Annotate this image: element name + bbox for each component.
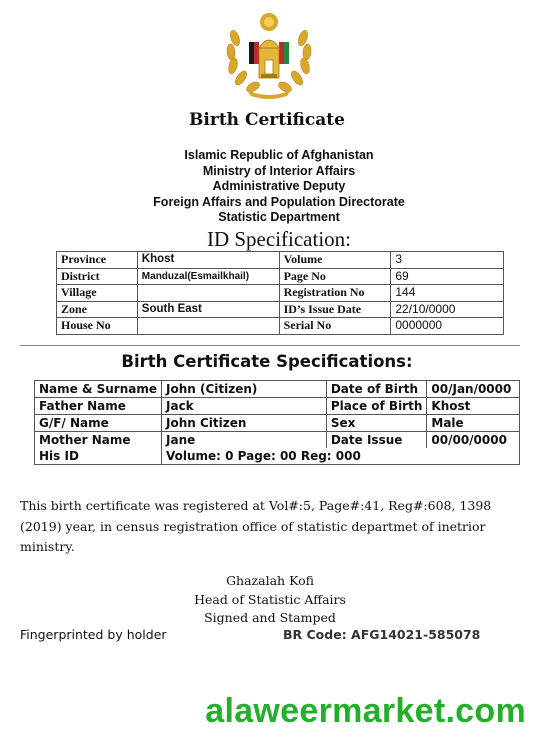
field-value: 22/10/0000 [391,301,504,318]
field-value [137,318,279,335]
field-label: Province [57,252,138,269]
field-value: Jane [162,432,327,449]
field-value: Jack [162,398,327,415]
field-value [137,285,279,302]
field-value: Volume: 0 Page: 00 Reg: 000 [162,448,520,465]
field-label: Registration No [279,285,391,302]
authority-line: Administrative Deputy [212,179,346,193]
field-value: 00/00/0000 [427,432,520,449]
field-value: 3 [391,252,504,269]
field-label: Sex [326,415,427,432]
field-value: Male [427,415,520,432]
field-value: South East [137,301,279,318]
table-row [35,415,520,432]
field-value: John Citizen [162,415,327,432]
field-value: 144 [391,285,504,302]
section-divider [20,345,520,346]
birth-spec-heading: Birth Certificate Specifications: [121,352,413,371]
document-title: Birth Certificate [189,110,345,130]
birth-spec-table [34,380,520,465]
table-row [35,398,520,415]
field-label: Village [57,285,138,302]
field-label: Serial No [279,318,391,335]
field-value: 00/Jan/0000 [427,381,520,398]
fingerprint-note: Fingerprinted by holder [20,627,167,642]
field-label: ID’s Issue Date [279,301,391,318]
field-label: Date of Birth [326,381,427,398]
table-row [57,268,504,285]
field-label: Volume [279,252,391,269]
signatory-status: Signed and Stamped [204,610,336,625]
authority-line: Foreign Affairs and Population Directorate [153,194,405,209]
table-row [57,252,504,269]
field-label: Mother Name [35,432,162,449]
field-label: His ID [35,448,162,465]
field-value: Khost [137,252,279,269]
watermark: alaweermarket.com [205,692,526,730]
table-row [35,448,520,465]
table-row [35,381,520,398]
field-label: Father Name [35,398,162,415]
id-specification-table [56,251,504,335]
field-label: Place of Birth [326,398,427,415]
field-label: Date Issue [326,432,427,449]
field-value: Manduzal(Esmailkhail) [137,268,279,285]
authority-line: Ministry of Interior Affairs [202,163,356,178]
id-specification-heading: ID Specification: [206,227,352,251]
field-value: 0000000 [391,318,504,335]
field-value: John (Citizen) [162,381,327,398]
field-label: House No [57,318,138,335]
field-label: G/F/ Name [35,415,162,432]
signatory-block [0,572,534,628]
field-value: Khost [427,398,520,415]
field-label: Name & Surname [35,381,162,398]
field-label: Page No [279,268,391,285]
authority-line: Statistic Department [218,210,340,224]
table-row [57,285,504,302]
field-label: Zone [57,301,138,318]
signatory-name: Ghazalah Kofi [226,573,314,588]
field-label: District [57,268,138,285]
signatory-role: Head of Statistic Affairs [194,591,346,607]
table-row [57,301,504,318]
table-row [35,432,520,449]
table-row [57,318,504,335]
authority-line: Islamic Republic of Afghanistan [184,148,374,162]
issuing-authority [0,148,534,226]
national-emblem-icon [221,8,317,100]
br-code: BR Code: AFG14021-585078 [283,627,481,642]
field-value: 69 [391,268,504,285]
registration-note: This birth certificate was registered at Vol#:5, Page#:41, Reg#:608, 1398 (2019) year, in census registration office of statistic departmet of inetrior ministry. [20,498,492,554]
